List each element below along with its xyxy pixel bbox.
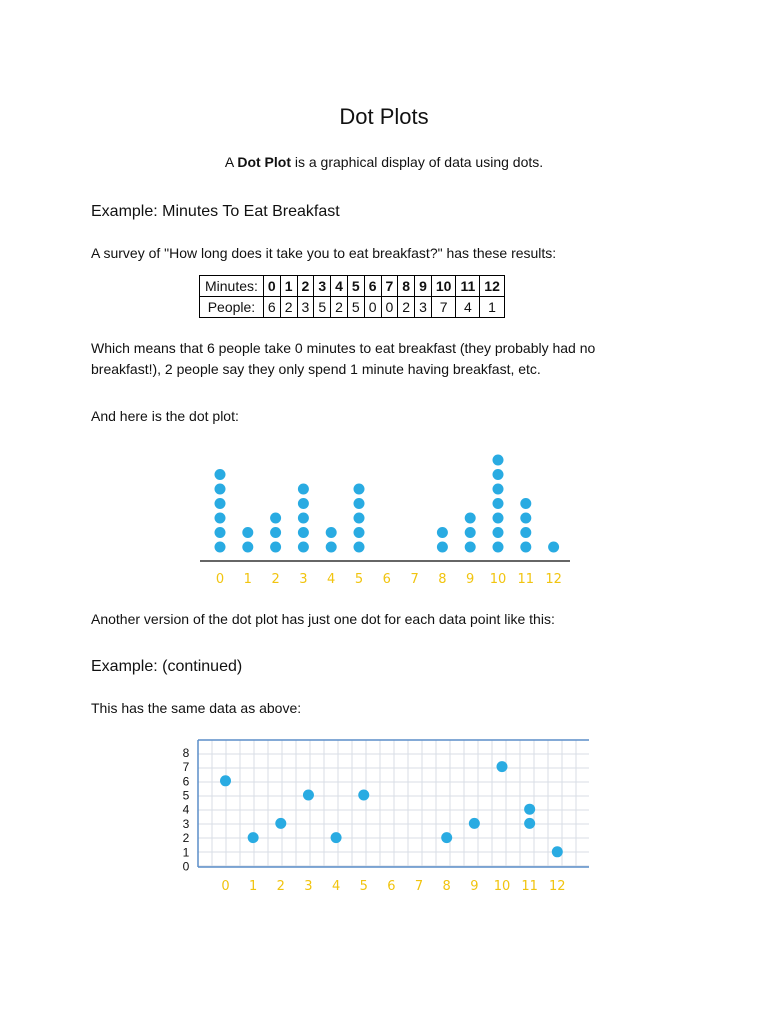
data-point	[552, 846, 563, 857]
dot-plot-x-tick: 1	[243, 572, 252, 587]
y-tick-label: 5	[182, 788, 190, 803]
dot-plot-x-tick: 4	[327, 572, 336, 587]
dot-plot-dot	[493, 498, 504, 509]
dot-plot-dot	[215, 484, 226, 495]
dot-plot-dot	[270, 527, 281, 538]
dot-plot-dot	[298, 498, 309, 509]
people-cell: 4	[456, 297, 480, 318]
dot-plot-dot	[215, 542, 226, 553]
x-tick-label: 7	[414, 879, 424, 894]
dot-plot-dot	[242, 527, 253, 538]
x-tick-label: 6	[387, 879, 396, 894]
intro-bold-term: Dot Plot	[237, 154, 291, 170]
people-cell: 1	[480, 297, 505, 318]
dot-plot-dot	[437, 542, 448, 553]
dot-plot-dot	[493, 513, 504, 524]
example2-text: This has the same data as above:	[91, 700, 302, 716]
people-cell: 3	[415, 297, 432, 318]
dot-plot-dot	[298, 513, 309, 524]
minutes-cell: 4	[331, 276, 348, 297]
minutes-cell: 9	[415, 276, 432, 297]
minutes-row	[200, 276, 505, 297]
x-tick-label: 11	[521, 879, 538, 894]
survey-text: A survey of "How long does it take you to eat breakfast?" has these results:	[91, 245, 557, 261]
dot-plot-dot	[215, 513, 226, 524]
example2-heading: Example: (continued)	[91, 658, 243, 675]
data-point	[524, 804, 535, 815]
people-cell: 7	[431, 297, 456, 318]
dot-plot-x-tick: 12	[545, 572, 562, 587]
y-tick-label: 6	[182, 774, 190, 789]
dot-plot-x-tick: 11	[517, 572, 535, 587]
dot-plot-x-tick: 9	[466, 572, 475, 587]
dot-plot-x-tick: 6	[382, 572, 391, 587]
people-cell: 0	[364, 297, 381, 318]
x-tick-label: 9	[470, 879, 479, 894]
y-tick-label: 0	[182, 859, 190, 874]
data-point	[441, 832, 452, 843]
y-tick-label: 3	[182, 816, 190, 831]
people-cell: 0	[381, 297, 398, 318]
explanation-text: Which means that 6 people take 0 minutes to eat breakfast (they probably had no breakfast!), 2 people say they only spend 1 minute having breakfast, etc.	[91, 340, 596, 377]
people-cell: 5	[347, 297, 364, 318]
another-version-text: Another version of the dot plot has just one dot for each data point like this:	[91, 611, 555, 627]
dot-plot-dot	[520, 498, 531, 509]
dot-plot-dot	[493, 469, 504, 480]
minutes-cell: 2	[297, 276, 314, 297]
dot-plot-x-tick: 2	[271, 572, 280, 587]
minutes-cell: 3	[314, 276, 331, 297]
people-label: People:	[200, 297, 264, 318]
dot-plot-dot	[354, 527, 365, 538]
intro-suffix: is a graphical display of data using dots.	[290, 154, 544, 170]
x-tick-label: 2	[276, 879, 285, 894]
minutes-cell: 7	[381, 276, 398, 297]
x-tick-label: 12	[549, 879, 566, 894]
x-tick-label: 0	[221, 879, 230, 894]
dot-plot-dot	[437, 527, 448, 538]
dot-plot-dot	[520, 513, 531, 524]
people-cell: 6	[263, 297, 280, 318]
y-tick-label: 4	[182, 802, 190, 817]
people-cell: 2	[331, 297, 348, 318]
data-point	[331, 832, 342, 843]
people-row	[200, 297, 505, 318]
x-tick-label: 5	[359, 879, 368, 894]
dot-plot-dot	[465, 542, 476, 553]
dot-plot-dot	[326, 542, 337, 553]
data-table	[199, 275, 505, 318]
minutes-cell: 6	[364, 276, 381, 297]
data-point	[358, 790, 369, 801]
intro-prefix: A	[224, 154, 238, 170]
data-point	[524, 818, 535, 829]
x-tick-label: 8	[442, 879, 451, 894]
minutes-cell: 10	[431, 276, 456, 297]
y-tick-label: 1	[182, 845, 190, 860]
dot-plot-x-tick: 5	[354, 572, 364, 587]
data-point	[497, 761, 508, 772]
dot-plot-x-tick: 0	[215, 572, 225, 587]
dot-plot-dot	[465, 513, 476, 524]
data-point	[275, 818, 286, 829]
dot-plot-x-tick: 10	[489, 572, 507, 587]
dot-plot-dot	[493, 455, 504, 466]
minutes-cell: 8	[398, 276, 415, 297]
dot-plot-dot	[326, 527, 337, 538]
data-point	[220, 775, 231, 786]
minutes-cell: 11	[456, 276, 480, 297]
x-tick-label: 4	[331, 879, 341, 894]
dotplot-intro-text: And here is the dot plot:	[91, 408, 239, 424]
dot-plot-dot	[354, 513, 365, 524]
intro-text	[0, 154, 768, 170]
people-cell: 2	[280, 297, 297, 318]
minutes-cell: 0	[263, 276, 280, 297]
people-cell: 2	[398, 297, 415, 318]
minutes-cell: 12	[480, 276, 505, 297]
dot-plot-dot	[520, 527, 531, 538]
dot-plot-x-tick: 8	[438, 572, 447, 587]
dot-plot-dot	[215, 498, 226, 509]
data-point	[303, 790, 314, 801]
data-point	[248, 832, 259, 843]
minutes-cell: 1	[280, 276, 297, 297]
minutes-cell: 5	[347, 276, 364, 297]
dot-plot-dot	[215, 469, 226, 480]
x-tick-label: 1	[249, 879, 258, 894]
dot-plot-dot	[215, 527, 226, 538]
dot-plot-dot	[242, 542, 253, 553]
x-tick-label: 10	[493, 879, 511, 894]
dot-plot-dot	[354, 498, 365, 509]
example1-heading: Example: Minutes To Eat Breakfast	[91, 203, 340, 220]
x-tick-label: 3	[304, 879, 313, 894]
y-tick-label: 8	[182, 745, 190, 760]
minutes-label: Minutes:	[200, 276, 264, 297]
people-cell: 3	[297, 297, 314, 318]
y-tick-label: 2	[182, 831, 190, 846]
dot-plot-dot	[493, 484, 504, 495]
dot-plot-dot	[548, 542, 559, 553]
dot-plot-dot	[298, 484, 309, 495]
dot-plot-dot	[465, 527, 476, 538]
dot-plot-x-tick: 7	[410, 572, 419, 587]
dot-plot-dot	[354, 484, 365, 495]
dot-plot-dot	[270, 513, 281, 524]
dot-plot-dot	[298, 527, 309, 538]
dot-plot-dot	[493, 542, 504, 553]
page-title: Dot Plots	[339, 104, 429, 129]
dot-plot-dot	[298, 542, 309, 553]
dot-plot-dot	[354, 542, 365, 553]
dot-plot-dot	[520, 542, 531, 553]
people-cell: 5	[314, 297, 331, 318]
dot-plot-dot	[270, 542, 281, 553]
y-tick-label: 7	[182, 760, 190, 775]
dot-plot-x-tick: 3	[299, 572, 308, 587]
data-point	[469, 818, 480, 829]
dot-plot-dot	[493, 527, 504, 538]
